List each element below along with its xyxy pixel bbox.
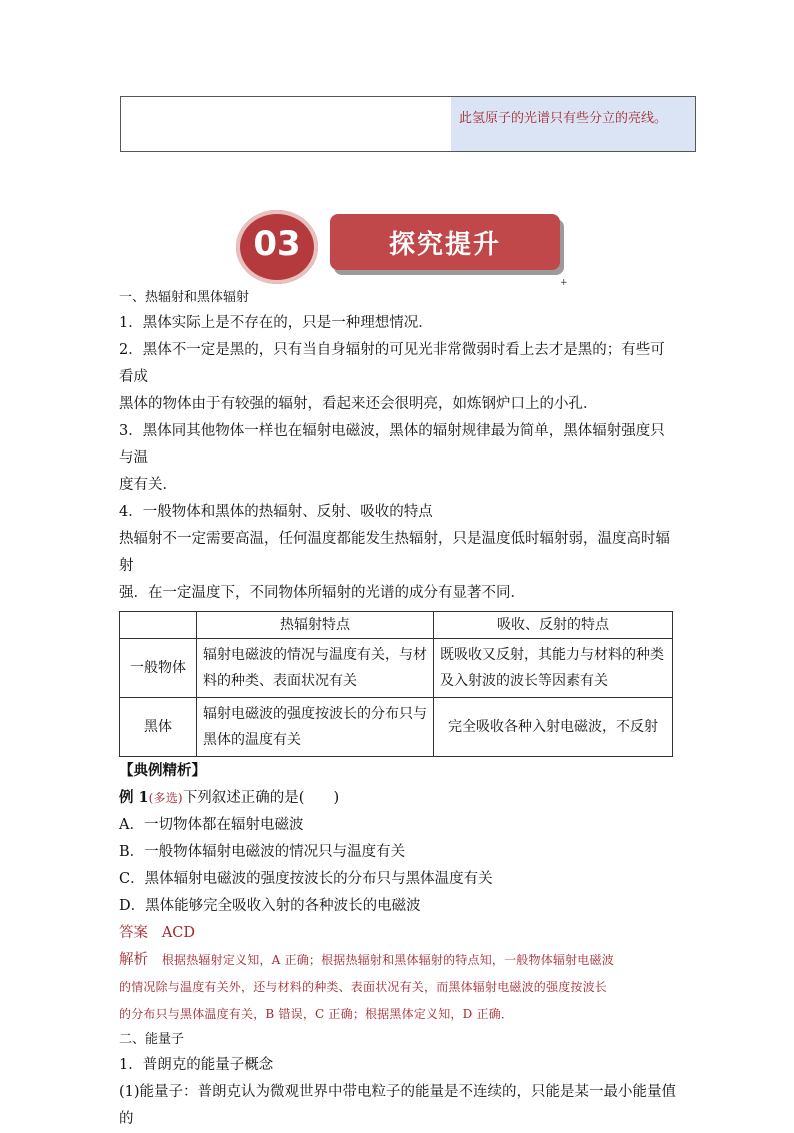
option-d: D．黑体能够完全吸收入射的各种波长的电磁波 [119,898,421,914]
section1-p4: 4．一般物体和黑体的热辐射、反射、吸收的特点 [119,504,433,520]
example-label: 例 1 [119,789,149,806]
option-a: A．一切物体都在辐射电磁波 [119,817,304,833]
analysis-label: 解析 [119,952,148,968]
option-b: B．一般物体辐射电磁波的情况只与温度有关 [119,844,406,860]
table-header-row [120,612,673,639]
table-cell: 一般物体 [120,639,197,698]
table-cell: 辐射电磁波的强度按波长的分布只与黑体的温度有关 [197,698,434,757]
section1-p3b: 度有关． [119,477,177,493]
banner-title: 探究提升 [388,230,501,260]
section2-heading: 二、能量子 [119,1032,185,1047]
example-tag: (多选) [148,791,183,805]
table-cell: 既吸收又反射，其能力与材料的种类及入射波的波长等因素有关 [434,639,673,698]
section1-p1: 1．黑体实际上是不存在的，只是一种理想情况． [119,315,433,331]
top-note-text: 此氢原子的光谱只有些分立的亮线。 [459,111,668,126]
table-header [120,612,197,639]
analysis-line-2: 的情况除与温度有关外，还与材料的种类、表面状况有关，而黑体辐射电磁波的强度按波长 [119,980,608,994]
section1-heading: 一、热辐射和黑体辐射 [119,290,250,305]
analysis-text: 根据热辐射定义知，A 正确；根据热辐射和黑体辐射的特点知，一般物体辐射电磁波 [161,953,614,967]
comparison-table [119,611,673,757]
example-question: 下列叙述正确的是( ) [182,790,340,806]
top-note-box [120,96,696,152]
example-heading: 【典例精析】 [119,762,206,779]
banner-number: 03 [253,224,301,264]
table-cell: 完全吸收各种入射电磁波，不反射 [434,698,673,757]
answer-line [119,920,679,947]
section2-p2: (1)能量子：普朗克认为微观世界中带电粒子的能量是不连续的，只能是某一最小能量值的 [119,1084,677,1127]
section1-p5b: 强．在一定温度下，不同物体所辐射的光谱的成分有显著不同． [119,585,525,601]
answer-label: 答案 [119,925,148,941]
table-cell: 辐射电磁波的情况与温度有关，与材料的种类、表面状况有关 [197,639,434,698]
analysis-line-3: 的分布只与黑体温度有关，B 错误，C 正确；根据黑体定义知，D 正确． [119,1007,514,1021]
section-banner [236,208,566,292]
table-cell: 黑体 [120,698,197,757]
document-body [119,286,679,1133]
section1-p5a: 热辐射不一定需要高温，任何温度都能发生热辐射，只是温度低时辐射弱，温度高时辐射 [119,531,670,574]
section1-p3a: 3．黑体同其他物体一样也在辐射电磁波，黑体的辐射规律最为简单，黑体辐射强度只与温 [119,423,665,466]
table-row [120,639,673,698]
banner-ribbon [330,214,560,270]
section1-p2b: 黑体的物体由于有较强的辐射，看起来还会很明亮，如炼钢炉口上的小孔． [119,396,598,412]
table-header: 吸收、反射的特点 [434,612,673,639]
section2-p1: 1．普朗克的能量子概念 [119,1057,274,1073]
section1-p2a: 2．黑体不一定是黑的，只有当自身辐射的可见光非常微弱时看上去才是黑的；有些可看成 [119,342,665,385]
plus-mark: + [560,278,568,288]
answer-value: ACD [161,925,196,941]
example-question-line [119,784,679,812]
table-header: 热辐射特点 [197,612,434,639]
table-row [120,698,673,757]
option-c: C．黑体辐射电磁波的强度按波长的分布只与黑体温度有关 [119,871,493,887]
analysis-line-1 [119,947,679,974]
